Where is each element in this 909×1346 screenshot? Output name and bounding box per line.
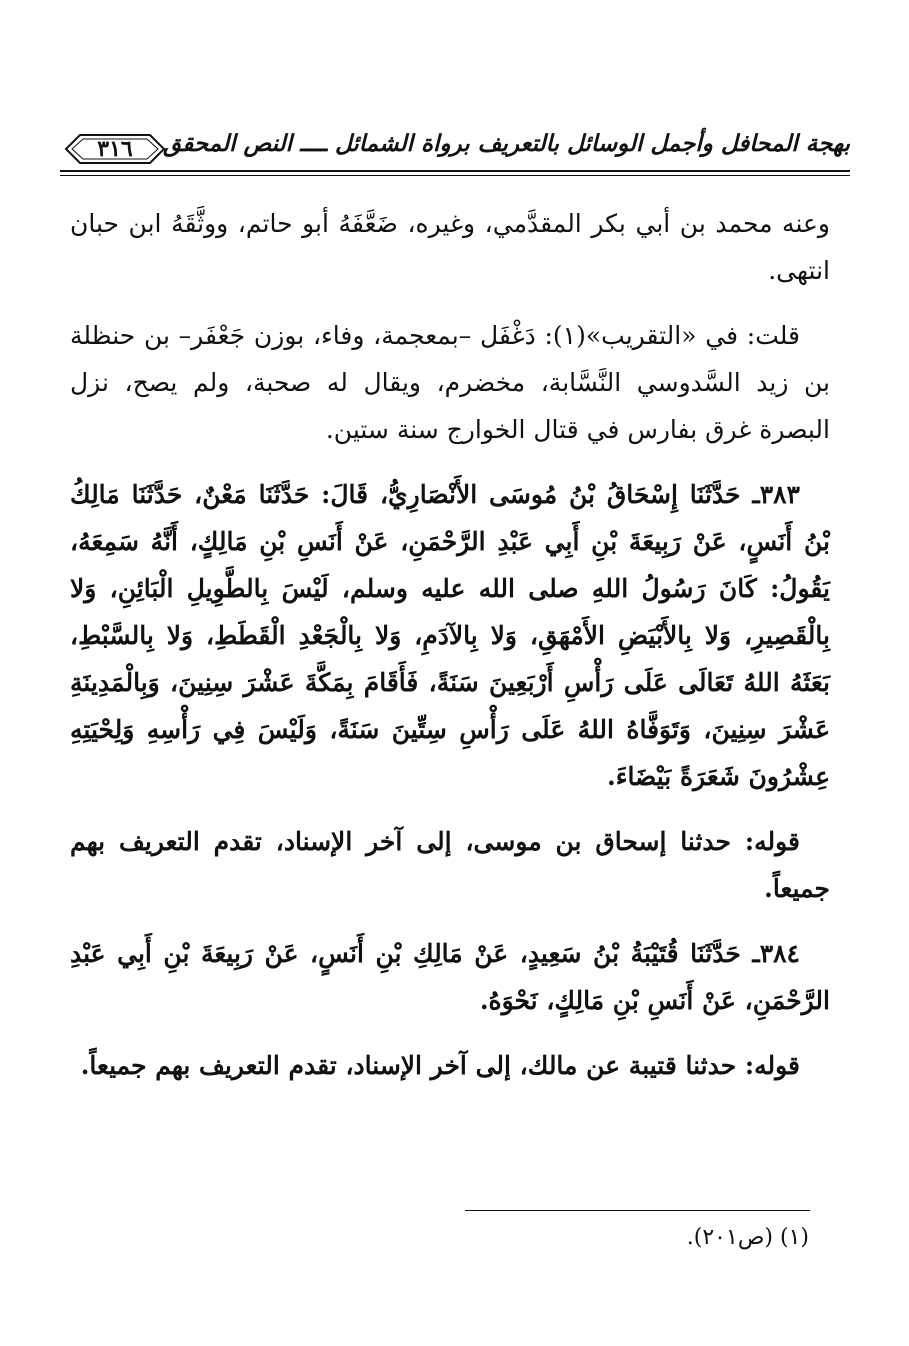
header-rule	[60, 170, 850, 172]
paragraph-taqrib-note: قلت: في «التقريب»(١): دَغْفَل –بمعجمة، وفاء، بوزن جَعْفَر– بن حنظلة بن زيد السَّدوسي النَّسَّابة، مخضرم، ويقال له صحبة، ولم يصح، نزل البصرة غرق بفارس في قتال الخوارج سنة ستين.	[70, 321, 830, 444]
hadith-384: ٣٨٤ـ حَدَّثَنَا قُتَيْبَةُ بْنُ سَعِيدٍ، عَنْ مَالِكِ بْنِ أَنَسٍ، عَنْ رَبِيعَةَ بْنِ أَبِي عَبْدِ الرَّحْمَنِ، عَنْ أَنَسِ بْنِ مَالِكٍ، نَحْوَهُ.	[70, 939, 830, 1015]
header-rule-thin	[60, 175, 850, 176]
hadith-383: ٣٨٣ـ حَدَّثَنَا إِسْحَاقُ بْنُ مُوسَى الأَنْصَارِيُّ، قَالَ: حَدَّثَنَا مَعْنٌ، حَدَّثَنَا مَالِكُ بْنُ أَنَسٍ، عَنْ رَبِيعَةَ بْنِ أَبِي عَبْدِ الرَّحْمَنِ، عَنْ أَنَسِ بْنِ مَالِكٍ، أَنَّهُ سَمِعَهُ، يَقُولُ: كَانَ رَسُولُ اللهِ صلى الله عليه وسلم، لَيْسَ بِالطَّوِيلِ الْبَائِنِ، وَلا بِالْقَصِيرِ، وَلا بِالأَبْيَضِ الأَمْهَقِ، وَلا بِالآدَمِ، وَلا بِالْجَعْدِ الْقَطَطِ، وَلا بِالسَّبْطِ، بَعَثَهُ اللهُ تَعَالَى عَلَى رَأْسِ أَرْبَعِينَ سَنَةً، فَأَقَامَ بِمَكَّةَ عَشْرَ سِنِينَ، وَبِالْمَدِينَةِ عَشْرَ سِنِينَ، وَتَوَفَّاهُ اللهُ عَلَى رَأْسِ سِتِّينَ سَنَةً، وَلَيْسَ فِي رَأْسِهِ وَلِحْيَتِهِ عِشْرُونَ شَعَرَةً بَيْضَاءَ.	[70, 480, 830, 791]
commentary-384: قوله: حدثنا قتيبة عن مالك، إلى آخر الإسناد، تقدم التعريف بهم جميعاً.	[80, 1051, 800, 1080]
paragraph-narrator-note: وعنه محمد بن أبي بكر المقدَّمي، وغيره، ضَعَّفَهُ أبو حاتم، ووثَّقَهُ ابن حبان انتهى.	[70, 209, 830, 285]
page-number-badge	[60, 132, 170, 166]
page-header	[60, 130, 850, 190]
commentary-383: قوله: حدثنا إسحاق بن موسى، إلى آخر الإسناد، تقدم التعريف بهم جميعاً.	[70, 827, 830, 903]
running-header-title: بهجة المحافل وأجمل الوسائل بالتعريف برواة الشمائل ــــ النص المحقق	[163, 130, 850, 157]
footnote: (١) (ص٢٠١).	[686, 1225, 809, 1250]
main-text	[70, 200, 830, 1107]
footnote-separator	[465, 1210, 810, 1211]
page-number: ٣١٦	[97, 136, 133, 162]
